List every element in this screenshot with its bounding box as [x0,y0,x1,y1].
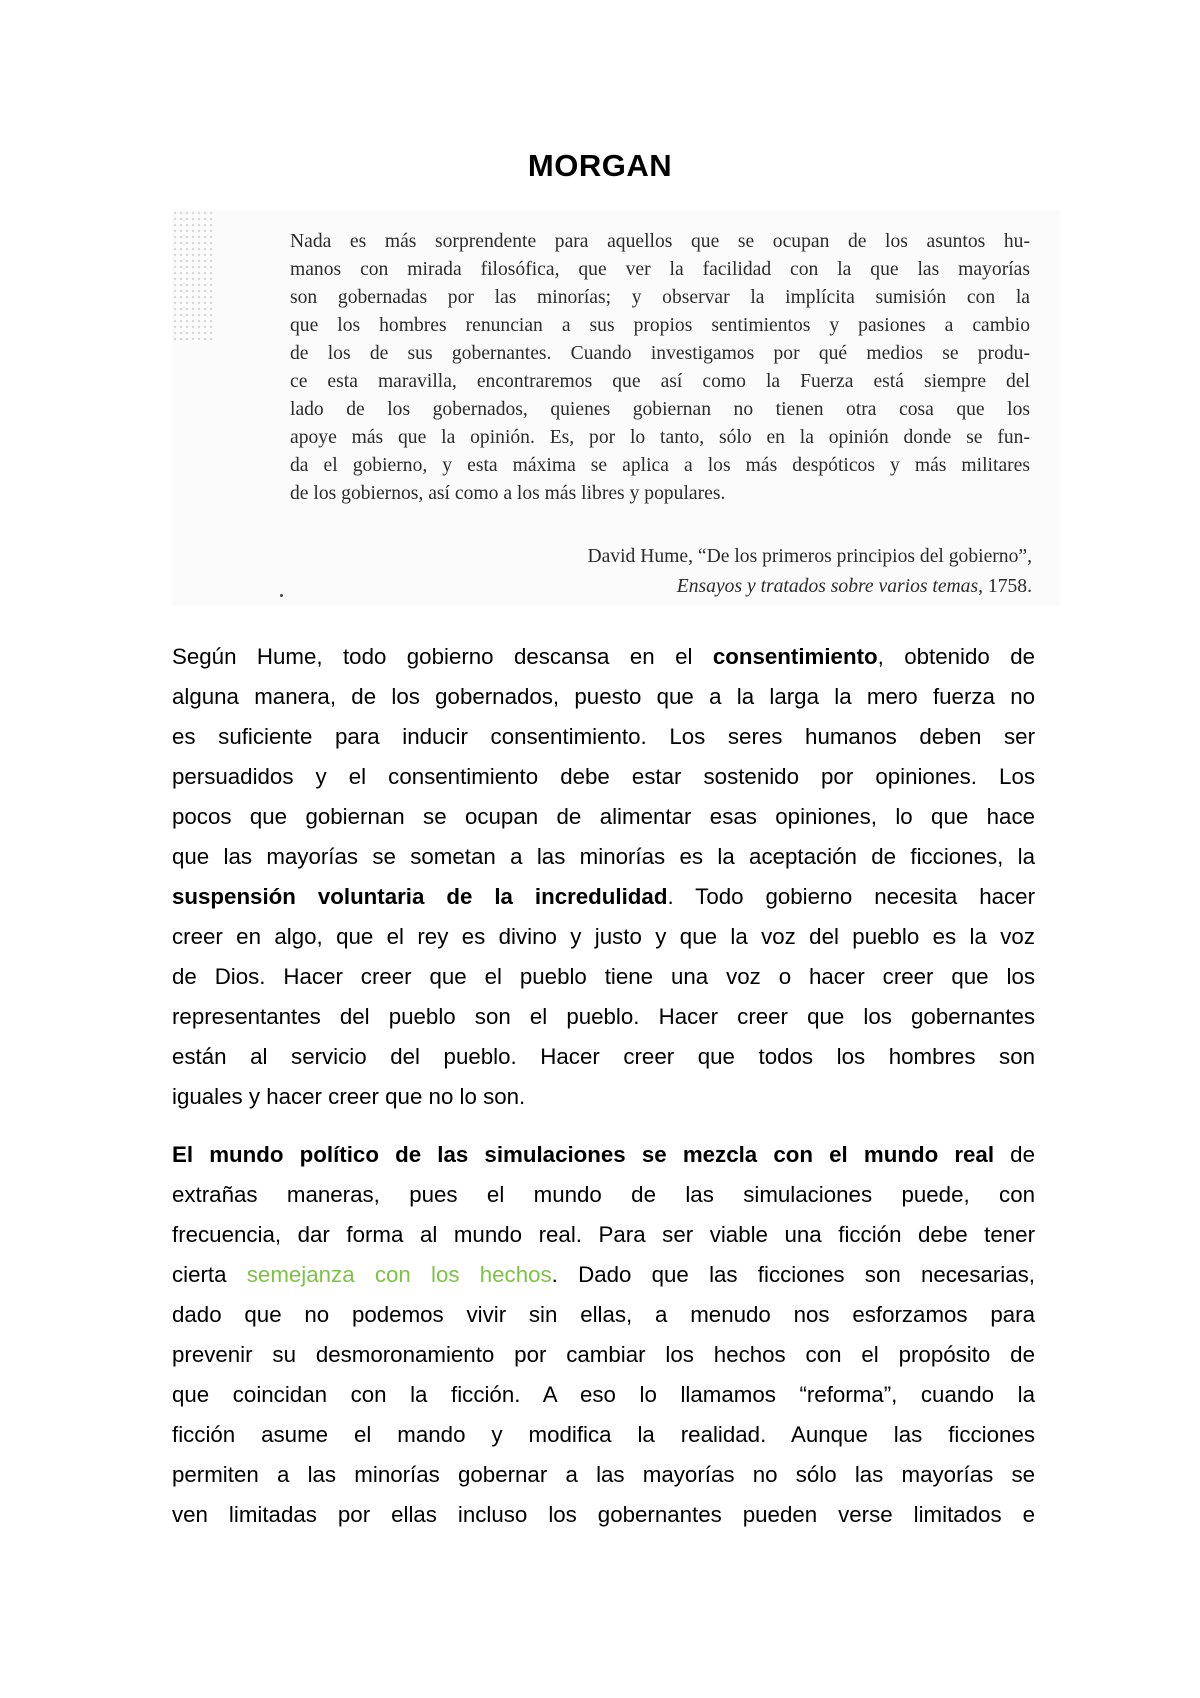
attribution-book: Ensayos y tratados sobre varios temas [676,576,979,597]
text-line: prevenir su desmoronamiento por cambiar los hechos con el propósito de [172,1342,1035,1367]
scan-artifact-dot [280,594,283,597]
text-line: de Dios. Hacer creer que el pueblo tiene una voz o hacer creer que los [172,964,1035,989]
text-span: . Dado que las ficciones son necesarias, [551,1262,1035,1287]
text-line [172,637,1035,677]
quote-line: de los de sus gobernantes. Cuando investigamos por qué medios se produ- [290,343,1030,364]
page-title: MORGAN [527,148,673,183]
bold-term: suspensión voluntaria de la incredulidad [172,884,668,909]
text-span: de [994,1142,1035,1167]
text-line: ven limitadas por ellas incluso los gobernantes pueden verse limitados e [172,1502,1035,1527]
text-line: representantes del pueblo son el pueblo. Hacer creer que los gobernantes [172,1004,1035,1029]
text-line [172,1255,1035,1295]
quote-attribution [587,542,1032,602]
attribution-author: David Hume, “De los primeros principios del gobierno”, [587,546,1032,567]
quote-line: apoye más que la opinión. Es, por lo tanto, sólo en la opinión donde se fun- [290,427,1030,448]
text-line [172,877,1035,917]
text-line: persuadidos y el consentimiento debe estar sostenido por opiniones. Los [172,764,1035,789]
quote-line: ce esta maravilla, encontraremos que así como la Fuerza está siempre del [290,371,1030,392]
text-line: que las mayorías se sometan a las minorías es la aceptación de ficciones, la [172,844,1035,869]
quote-text [290,228,1030,508]
text-line: creer en algo, que el rey es divino y justo y que la voz del pueblo es la voz [172,924,1035,949]
text-line [172,1135,1035,1175]
text-line: pocos que gobiernan se ocupan de alimentar esas opiniones, lo que hace [172,804,1035,829]
quote-line: de los gobiernos, así como a los más libres y populares. [290,483,726,504]
text-span: Según Hume, todo gobierno descansa en el [172,644,713,669]
paragraph-1 [172,637,1035,1117]
attribution-source [587,572,1032,602]
text-line: dado que no podemos vivir sin ellas, a menudo nos esforzamos para [172,1302,1035,1327]
paragraph-spacer [172,1117,1035,1135]
highlighted-term: semejanza con los hechos [246,1262,552,1287]
text-line: están al servicio del pueblo. Hacer creer que todos los hombres son [172,1044,1035,1069]
scanned-quote-image [172,210,1060,606]
quote-line: Nada es más sorprendente para aquellos que se ocupan de los asuntos hu- [290,231,1030,252]
text-span: . Todo gobierno necesita hacer [667,884,1035,909]
body-text [172,637,1035,1535]
attribution-year: , 1758. [978,576,1032,597]
text-line: alguna manera, de los gobernados, puesto que a la larga la mero fuerza no [172,684,1035,709]
text-line: permiten a las minorías gobernar a las mayorías no sólo las mayorías se [172,1462,1035,1487]
quote-line: da el gobierno, y esta máxima se aplica a los más despóticos y más militares [290,455,1030,476]
text-line: ficción asume el mando y modifica la realidad. Aunque las ficciones [172,1422,1035,1447]
text-span: , obtenido de [877,644,1036,669]
quote-line: son gobernadas por las minorías; y observar la implícita sumisión con la [290,287,1030,308]
bold-term: El mundo político de las simulaciones se mezcla con el mundo real [172,1142,995,1167]
text-line: frecuencia, dar forma al mundo real. Para ser viable una ficción debe tener [172,1222,1035,1247]
scan-noise [172,210,214,340]
text-line: extrañas maneras, pues el mundo de las simulaciones puede, con [172,1182,1035,1207]
quote-line: que los hombres renuncian a sus propios sentimientos y pasiones a cambio [290,315,1030,336]
text-span: cierta [172,1262,247,1287]
quote-line: lado de los gobernados, quienes gobiernan no tienen otra cosa que los [290,399,1030,420]
text-line: iguales y hacer creer que no lo son. [172,1084,526,1109]
quote-line: manos con mirada filosófica, que ver la facilidad con la que las mayorías [290,259,1030,280]
bold-term: consentimiento [712,644,878,669]
text-line: es suficiente para inducir consentimiento. Los seres humanos deben ser [172,724,1035,749]
paragraph-2 [172,1135,1035,1535]
text-line: que coincidan con la ficción. A eso lo llamamos “reforma”, cuando la [172,1382,1035,1407]
